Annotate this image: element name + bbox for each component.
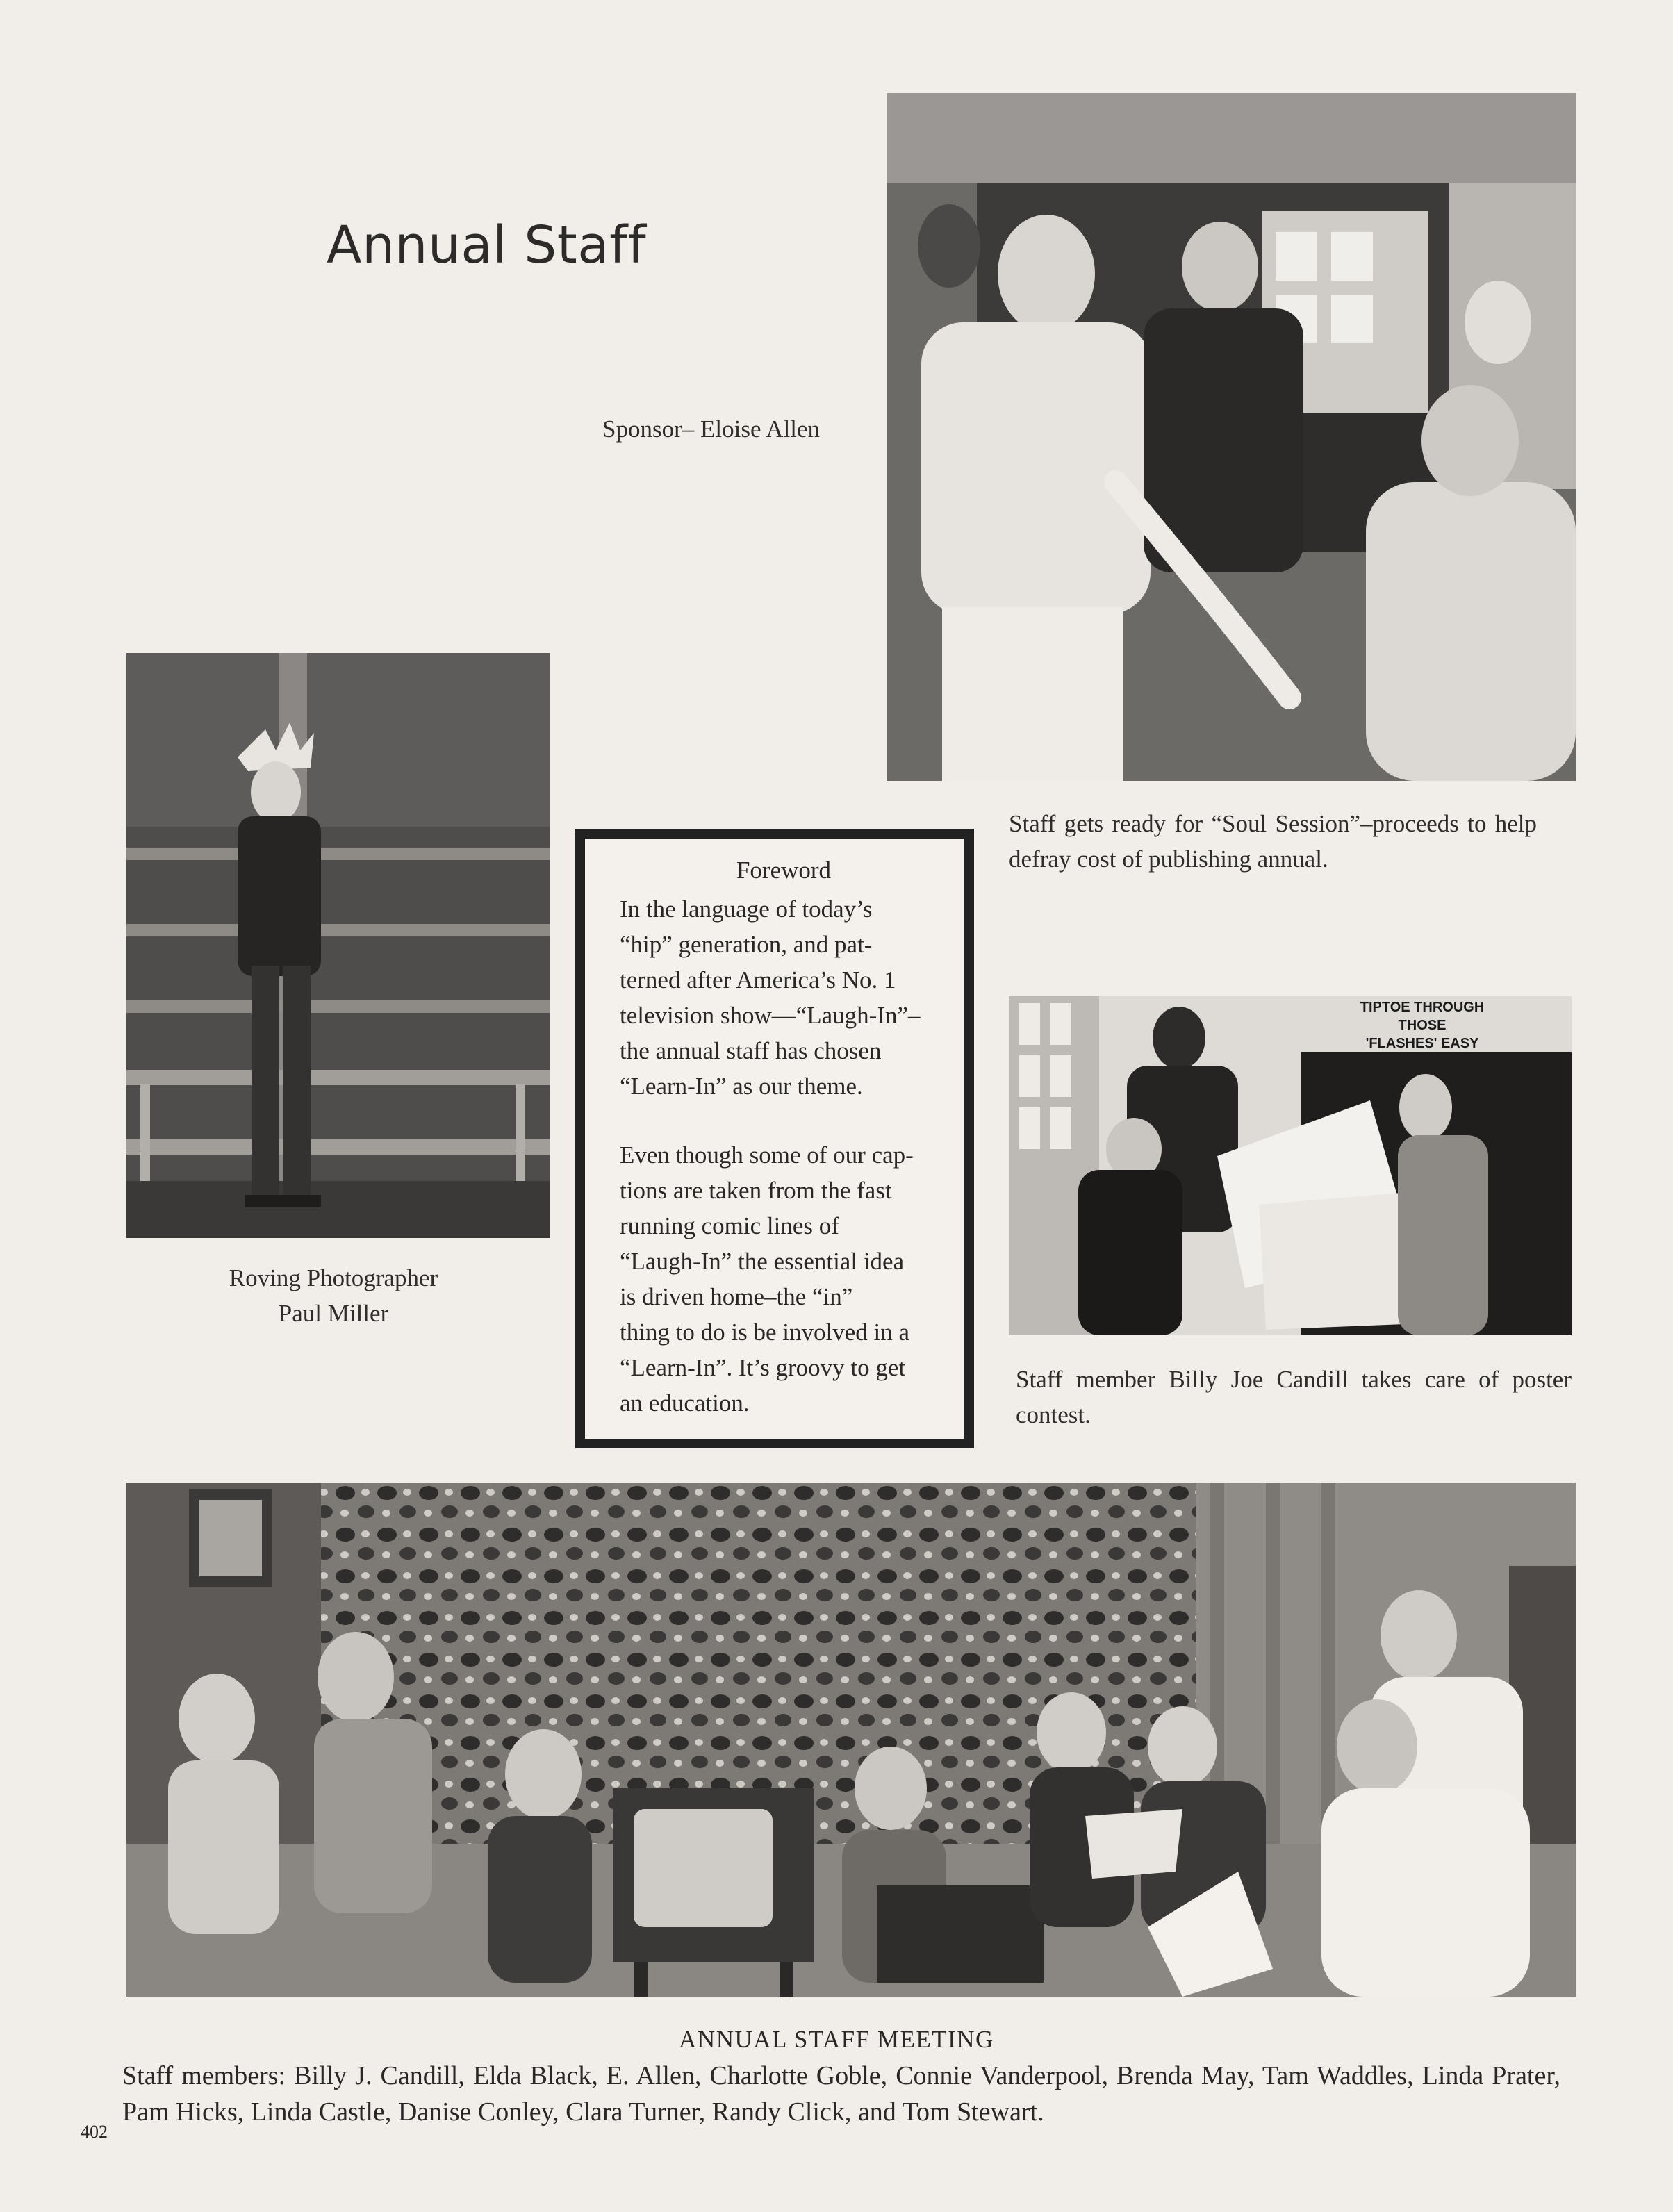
sign-line-2: THOSE: [1398, 1018, 1447, 1033]
roving-photographer-photo: [126, 653, 550, 1238]
sign-line-3: 'FLASHES' EASY: [1365, 1036, 1479, 1051]
poster-contest-image: [1009, 996, 1572, 1335]
foreword-paragraph-2: Even though some of our cap- tions are taken from the fast running comic lines of “Laugh-In” the essential idea is driven home–the “in” thing to do is be involved in a “Learn-In”. It’s groovy to get an education.: [620, 1141, 914, 1417]
foreword-paragraph-1: In the language of today’s “hip” generation, and pat- terned after America’s No. 1 television show—“Laugh-In”– the annual staff has chosen “Learn-In” as our theme.: [620, 895, 921, 1100]
candill-caption: Staff member Billy Joe Candill takes care of poster contest.: [1016, 1366, 1572, 1428]
sign-line-1: TIPTOE THROUGH: [1360, 1000, 1485, 1015]
staff-meeting-image: [126, 1483, 1576, 1997]
roving-caption-line2: Paul Miller: [278, 1300, 389, 1327]
page-number: 402: [81, 2122, 108, 2142]
foreword-heading: Foreword: [736, 857, 832, 884]
soul-session-photo: [887, 93, 1576, 781]
page-title: Annual Staff: [327, 215, 647, 275]
roving-caption-line1: Roving Photographer: [229, 1264, 438, 1291]
meeting-title: ANNUAL STAFF MEETING: [679, 2026, 994, 2053]
sponsor-caption: Sponsor– Eloise Allen: [602, 415, 821, 443]
foreword-inner: [585, 839, 964, 1439]
meeting-members: Staff members: Billy J. Candill, Elda Black, E. Allen, Charlotte Goble, Connie Vanderpool, Brenda May, Tam Waddles, Linda Prater, Pam Hicks, Linda Castle, Danise Conley, Clara Turner, Randy Click, and Tom Stewart.: [122, 2061, 1560, 2127]
poster-contest-photo: [1009, 996, 1572, 1335]
foreword-box: [575, 829, 974, 1448]
roving-photographer-caption: [160, 1260, 507, 1331]
soul-session-caption: Staff gets ready for “Soul Session”–proceeds to help defray cost of publishing annual.: [1009, 810, 1537, 873]
staff-meeting-photo: [126, 1483, 1576, 1997]
roving-photographer-image: [126, 653, 550, 1238]
soul-session-image: [887, 93, 1576, 781]
